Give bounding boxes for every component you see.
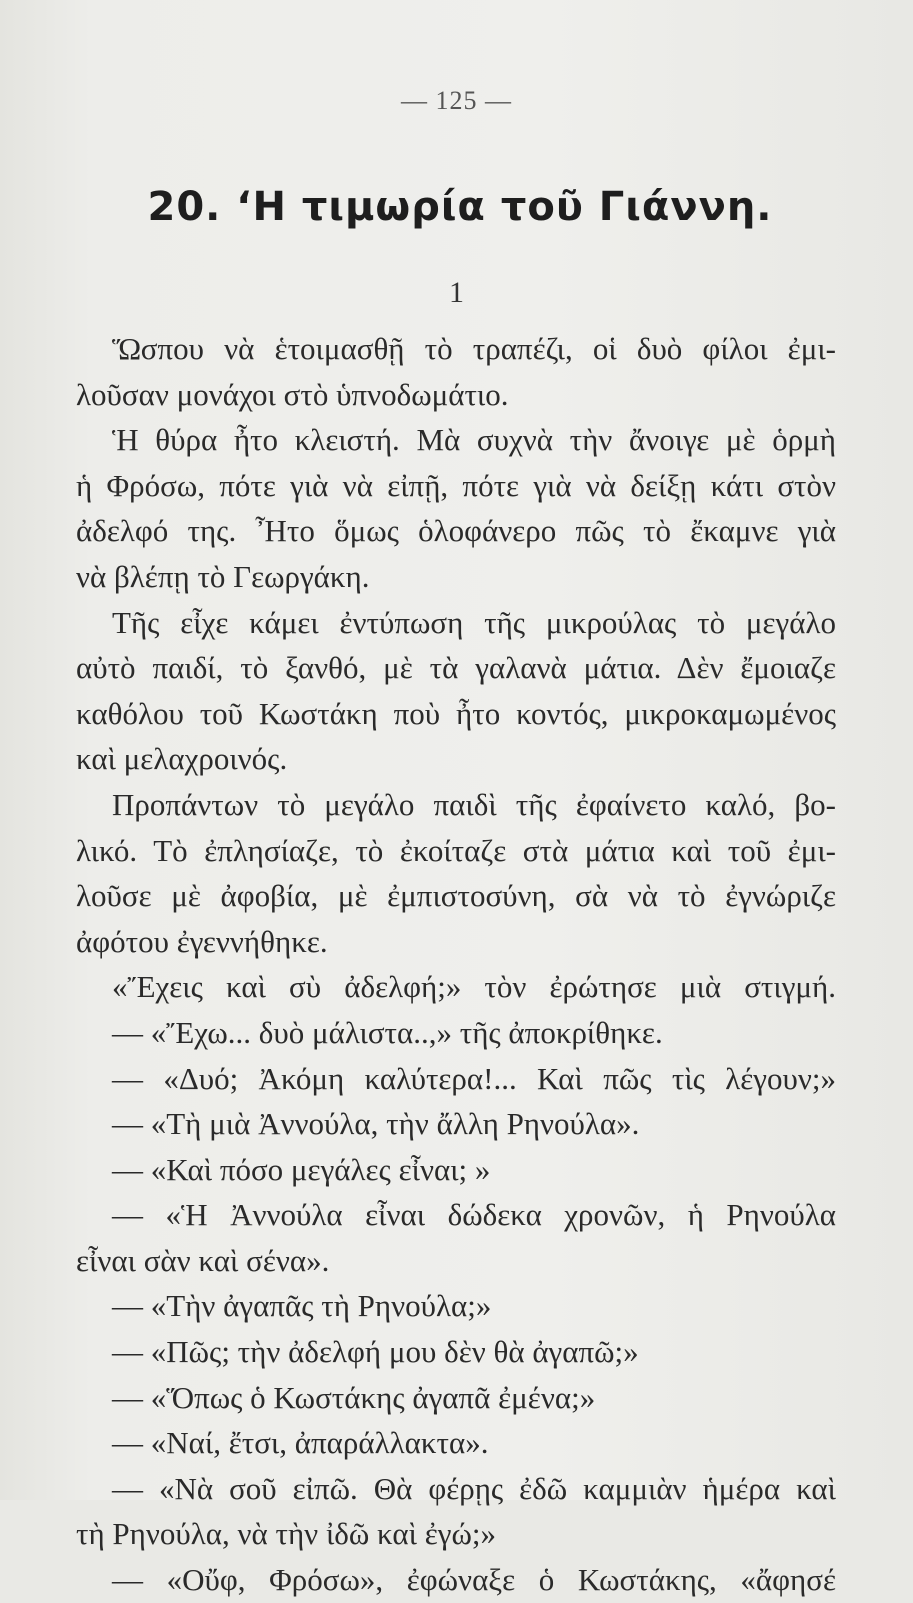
body-text	[76, 326, 836, 1603]
text-line: — «Καὶ πόσο μεγάλες εἶναι; »	[112, 1151, 491, 1187]
text-line: — «Ναί, ἔτσι, ἀπαράλλακτα».	[112, 1425, 489, 1461]
text-line: Προπάντων τὸ μεγάλο παιδὶ τῆς ἐφαίνετο καλό, βο-	[112, 786, 836, 822]
text-line: — «Τὴν ἀγαπᾶς τὴ Ρηνούλα;»	[112, 1288, 492, 1324]
text-line: τὴ Ρηνούλα, νὰ τὴν ἰδῶ καὶ ἐγώ;»	[76, 1516, 496, 1552]
text-line: — «Τὴ μιὰ Ἀννούλα, τὴν ἄλλη Ρηνούλα».	[112, 1106, 640, 1142]
text-line: λοῦσαν μονάχοι στὸ ὑπνοδωμάτιο.	[76, 376, 509, 412]
text-line: νὰ βλέπῃ τὸ Γεωργάκη.	[76, 558, 370, 594]
text-line: ἀφότου ἐγεννήθηκε.	[76, 923, 328, 959]
text-line: Τῆς εἶχε κάμει ἐντύπωση τῆς μικρούλας τὸ μεγάλο	[112, 604, 836, 640]
text-line: ἡ Φρόσω, πότε γιὰ νὰ εἰπῇ, πότε γιὰ νὰ δείξῃ κάτι στὸν	[76, 467, 836, 503]
text-line: Ὥσπου νὰ ἑτοιμασθῇ τὸ τραπέζι, οἱ δυὸ φίλοι ἐμι-	[112, 331, 836, 366]
text-line: — «Οὔφ, Φρόσω», ἐφώναξε ὁ Κωστάκης, «ἄφησέ	[112, 1562, 836, 1598]
text-line: Ἡ θύρα ἦτο κλειστή. Μὰ συχνὰ τὴν ἄνοιγε μὲ ὁρμὴ	[112, 422, 836, 458]
text-line: — «Νὰ σοῦ εἰπῶ. Θὰ φέρῃς ἐδῶ καμμιὰν ἡμέρα καὶ	[112, 1470, 836, 1506]
text-line: ἀδελφό της. Ἦτο ὅμως ὁλοφάνερο πῶς τὸ ἔκαμνε γιὰ	[76, 513, 836, 549]
text-line: — «Ἡ Ἀννούλα εἶναι δώδεκα χρονῶν, ἡ Ρηνούλα	[112, 1197, 836, 1233]
chapter-title: 20. ‘Η τιμωρία τοῦ Γιάννη.	[147, 184, 773, 230]
text-line: εἶναι σὰν καὶ σένα».	[76, 1242, 330, 1278]
text-line: καθόλου τοῦ Κωστάκη ποὺ ἦτο κοντός, μικροκαμωμένος	[76, 695, 836, 731]
text-line: — «Ὅπως ὁ Κωστάκης ἀγαπᾶ ἐμένα;»	[112, 1379, 596, 1415]
text-line: καὶ μελαχροινός.	[76, 741, 288, 777]
text-line: — «Δυό; Ἀκόμη καλύτερα!... Καὶ πῶς τὶς λέγουν;»	[112, 1060, 836, 1096]
section-number: 1	[449, 276, 464, 309]
text-line: «Ἔχεις καὶ σὺ ἀδελφή;» τὸν ἐρώτησε μιὰ στιγμή.	[112, 969, 836, 1005]
text-line: αὐτὸ παιδί, τὸ ξανθό, μὲ τὰ γαλανὰ μάτια. Δὲν ἔμοιαζε	[76, 650, 836, 686]
text-line: — «Ἔχω... δυὸ μάλιστα..,» τῆς ἀποκρίθηκε.	[112, 1014, 663, 1050]
text-line: λικό. Τὸ ἐπλησίαζε, τὸ ἐκοίταζε στὰ μάτια καὶ τοῦ ἐμι-	[76, 832, 836, 868]
text-line: λοῦσε μὲ ἀφοβία, μὲ ἐμπιστοσύνη, σὰ νὰ τὸ ἐγνώριζε	[76, 878, 836, 914]
page-number: — 125 —	[401, 86, 512, 115]
text-line: — «Πῶς; τὴν ἀδελφή μου δὲν θὰ ἀγαπῶ;»	[112, 1334, 639, 1370]
